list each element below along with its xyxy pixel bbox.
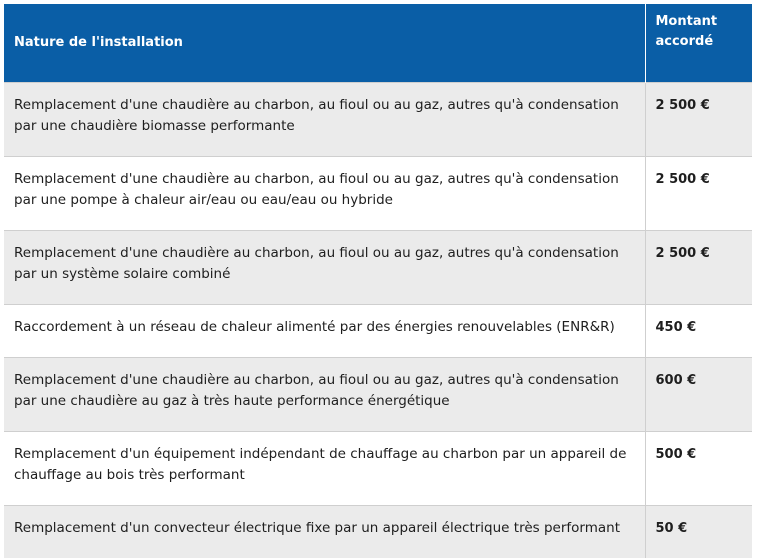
nature-text-line2: par une chaudière au gaz à très haute performance énergétique	[14, 393, 450, 409]
nature-text-line1: Remplacement d'un convecteur électrique fixe par un appareil électrique très performant	[14, 520, 620, 536]
amount-cell: 2 500 €	[645, 231, 752, 305]
table-row	[4, 432, 752, 506]
nature-cell	[4, 157, 645, 231]
nature-text-line1: Remplacement d'une chaudière au charbon, au fioul ou au gaz, autres qu'à condensation	[14, 245, 619, 261]
nature-cell	[4, 358, 645, 432]
nature-cell	[4, 83, 645, 157]
nature-cell	[4, 305, 645, 358]
nature-text-line2: par une pompe à chaleur air/eau ou eau/eau ou hybride	[14, 192, 393, 208]
nature-text-line1: Remplacement d'une chaudière au charbon, au fioul ou au gaz, autres qu'à condensation	[14, 372, 619, 388]
header-row	[4, 4, 752, 83]
nature-text-line1: Remplacement d'une chaudière au charbon, au fioul ou au gaz, autres qu'à condensation	[14, 171, 619, 187]
table-row	[4, 358, 752, 432]
table-row	[4, 231, 752, 305]
nature-text-line2: par un système solaire combiné	[14, 266, 230, 282]
column-header-nature: Nature de l'installation	[4, 4, 645, 83]
amount-cell: 600 €	[645, 358, 752, 432]
nature-cell	[4, 432, 645, 506]
amount-cell: 2 500 €	[645, 157, 752, 231]
aid-amounts-table-container	[4, 4, 752, 558]
table-body	[4, 83, 752, 558]
table-row	[4, 305, 752, 358]
nature-cell	[4, 506, 645, 558]
nature-text-line1: Raccordement à un réseau de chaleur alimenté par des énergies renouvelables (ENR&R)	[14, 319, 615, 335]
amount-cell: 50 €	[645, 506, 752, 558]
amount-cell: 500 €	[645, 432, 752, 506]
aid-amounts-table	[4, 4, 752, 558]
table-header	[4, 4, 752, 83]
amount-header-line2: accordé	[656, 34, 714, 49]
amount-cell: 2 500 €	[645, 83, 752, 157]
nature-cell	[4, 231, 645, 305]
nature-text-line2: chauffage au bois très performant	[14, 467, 245, 483]
table-row	[4, 506, 752, 558]
column-header-amount	[645, 4, 752, 83]
table-row	[4, 83, 752, 157]
table-row	[4, 157, 752, 231]
nature-text-line2: par une chaudière biomasse performante	[14, 118, 295, 134]
amount-cell: 450 €	[645, 305, 752, 358]
amount-header-line1: Montant	[656, 14, 718, 29]
nature-text-line1: Remplacement d'un équipement indépendant de chauffage au charbon par un appareil de	[14, 446, 626, 462]
nature-text-line1: Remplacement d'une chaudière au charbon, au fioul ou au gaz, autres qu'à condensation	[14, 97, 619, 113]
